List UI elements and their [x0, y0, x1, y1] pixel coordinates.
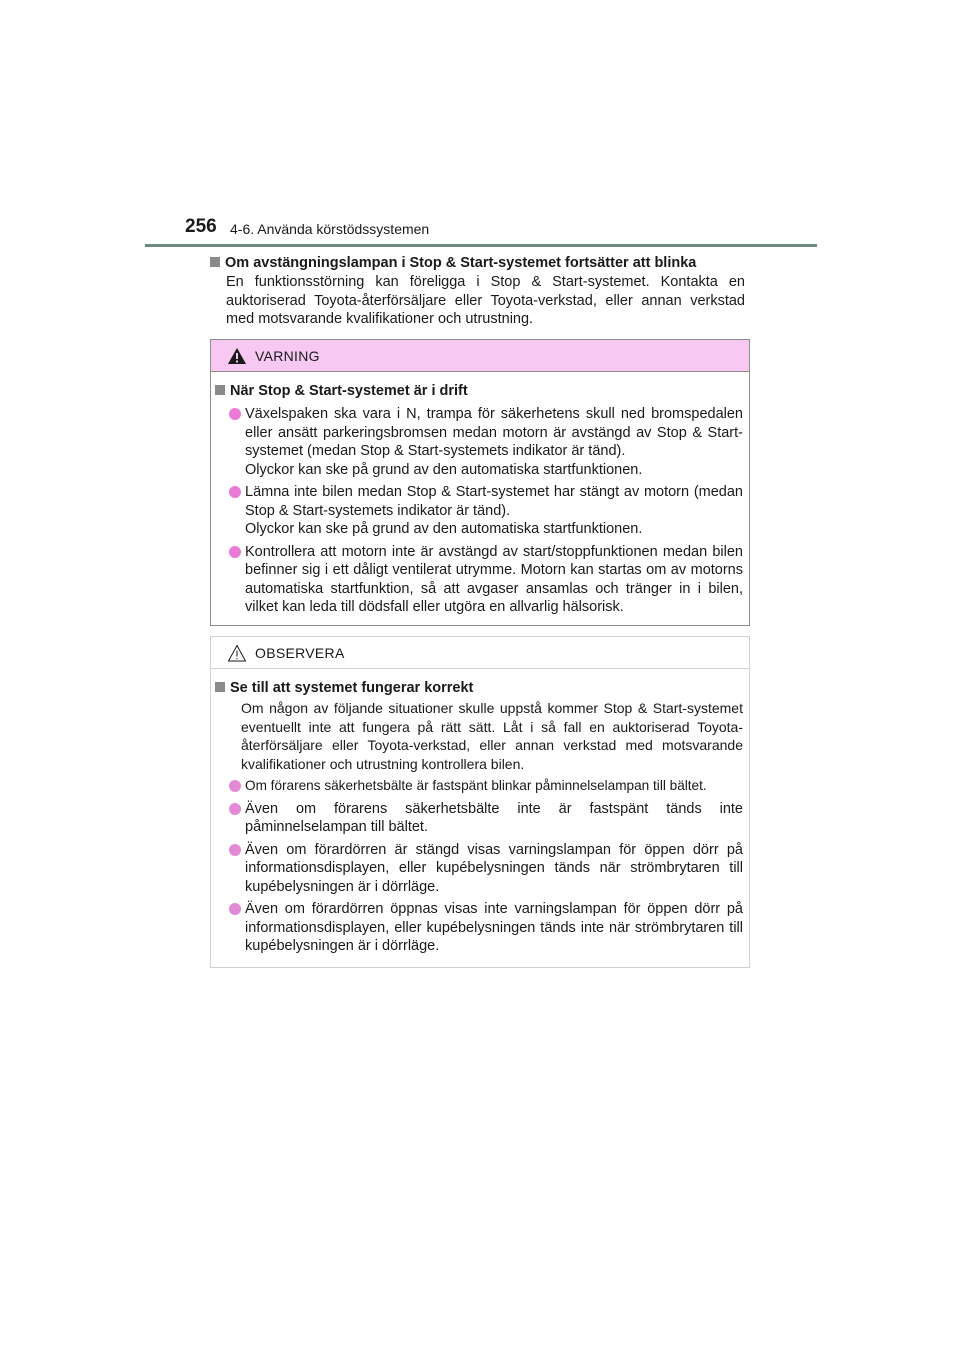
notice-text: Om någon av följande situationer skulle uppstå kommer Stop & Start-systemet eventuellt inte att fungera på rätt sätt. Låt i så fall en auktoriserad Toyota-återförsäljare eller Toyota-verkstad, eller annan verkstad med motsvarande kvalifikationer och utrustning kontrollera bilen.	[241, 700, 743, 772]
warning-item-note: Olyckor kan ske på grund av den automatiska startfunktionen.	[245, 461, 643, 478]
square-bullet-icon	[210, 257, 220, 267]
notice-body	[211, 669, 749, 956]
notice-box	[210, 636, 750, 968]
bullet-dot-icon	[229, 780, 241, 792]
warning-label: VARNING	[255, 347, 320, 364]
caution-triangle-icon	[227, 644, 247, 662]
square-bullet-icon	[215, 682, 225, 692]
warning-item	[229, 483, 743, 539]
intro-heading	[210, 254, 745, 273]
notice-item-text: Om förarens säkerhetsbälte är fastspänt blinkar påminnelselampan till bältet.	[245, 778, 707, 793]
notice-item-text: Även om förarens säkerhetsbälte inte är fastspänt tänds inte påminnelselampan till bältet.	[245, 800, 743, 835]
notice-heading	[215, 679, 743, 698]
warning-box	[210, 339, 750, 626]
warning-heading-text: När Stop & Start-systemet är i drift	[230, 383, 468, 399]
page-header	[185, 216, 817, 246]
bullet-dot-icon	[229, 408, 241, 420]
warning-heading	[215, 382, 743, 401]
bullet-dot-icon	[229, 903, 241, 915]
intro-text: En funktionsstörning kan föreligga i Stop & Start-systemet. Kontakta en auktoriserad Toyota-återförsäljare eller Toyota-verkstad, eller annan verkstad med motsvarande kvalifikationer och utrustning.	[226, 274, 745, 327]
notice-heading-text: Se till att systemet fungerar korrekt	[230, 680, 474, 696]
notice-item-text: Även om förardörren öppnas visas inte varningslampan för öppen dörr på informationsdisplayen, eller kupébelysningen tänds inte när strömbrytaren till kupébelysningen är i dörrläge.	[245, 901, 743, 954]
warning-triangle-icon	[227, 347, 247, 365]
intro-heading-text: Om avstängningslampan i Stop & Start-systemet fortsätter att blinka	[225, 255, 697, 271]
notice-item	[229, 800, 743, 837]
bullet-dot-icon	[229, 486, 241, 498]
bullet-dot-icon	[229, 546, 241, 558]
notice-item-text: Även om förardörren är stängd visas varningslampan för öppen dörr på informationsdisplayen, eller kupébelysningen tänds när strömbrytaren till kupébelysningen är i dörrläge.	[245, 841, 743, 895]
intro-section	[210, 254, 745, 329]
page-number: 256	[185, 216, 217, 237]
warning-item-note: Olyckor kan ske på grund av den automatiska startfunktionen.	[245, 521, 643, 537]
notice-item	[229, 777, 743, 796]
square-bullet-icon	[215, 385, 225, 395]
notice-box-header	[211, 637, 749, 669]
bullet-dot-icon	[229, 803, 241, 815]
warning-item-text: Kontrollera att motorn inte är avstängd av start/stoppfunktionen medan bilen befinner sig i ett dåligt ventilerat utrymme. Motorn kan startas om av motorns automatiska startfunktion, så att avgaser ansamlas och tränger in i bilen, vilket kan leda till dödsfall eller utgöra en allvarlig hälsorisk.	[245, 543, 743, 615]
bullet-dot-icon	[229, 844, 241, 856]
notice-item	[229, 900, 743, 956]
warning-body	[211, 372, 749, 617]
chapter-title: 4-6. Använda körstödssystemen	[230, 221, 430, 237]
warning-item	[229, 543, 743, 617]
warning-item-text: Växelspaken ska vara i N, trampa för säkerhetens skull ned bromspedalen eller ansätt parkeringsbromsen medan motorn är avstängd av Stop & Start-systemet (medan Stop & Start-systemets indikator är tänd).	[245, 406, 743, 459]
warning-item-text: Lämna inte bilen medan Stop & Start-systemet har stängt av motorn (medan Stop & Start-systemets indikator är tänd).	[245, 484, 743, 519]
notice-item	[229, 841, 743, 897]
warning-item	[229, 405, 743, 479]
notice-label: OBSERVERA	[255, 644, 345, 661]
warning-box-header	[211, 340, 749, 372]
header-rule	[145, 244, 817, 247]
